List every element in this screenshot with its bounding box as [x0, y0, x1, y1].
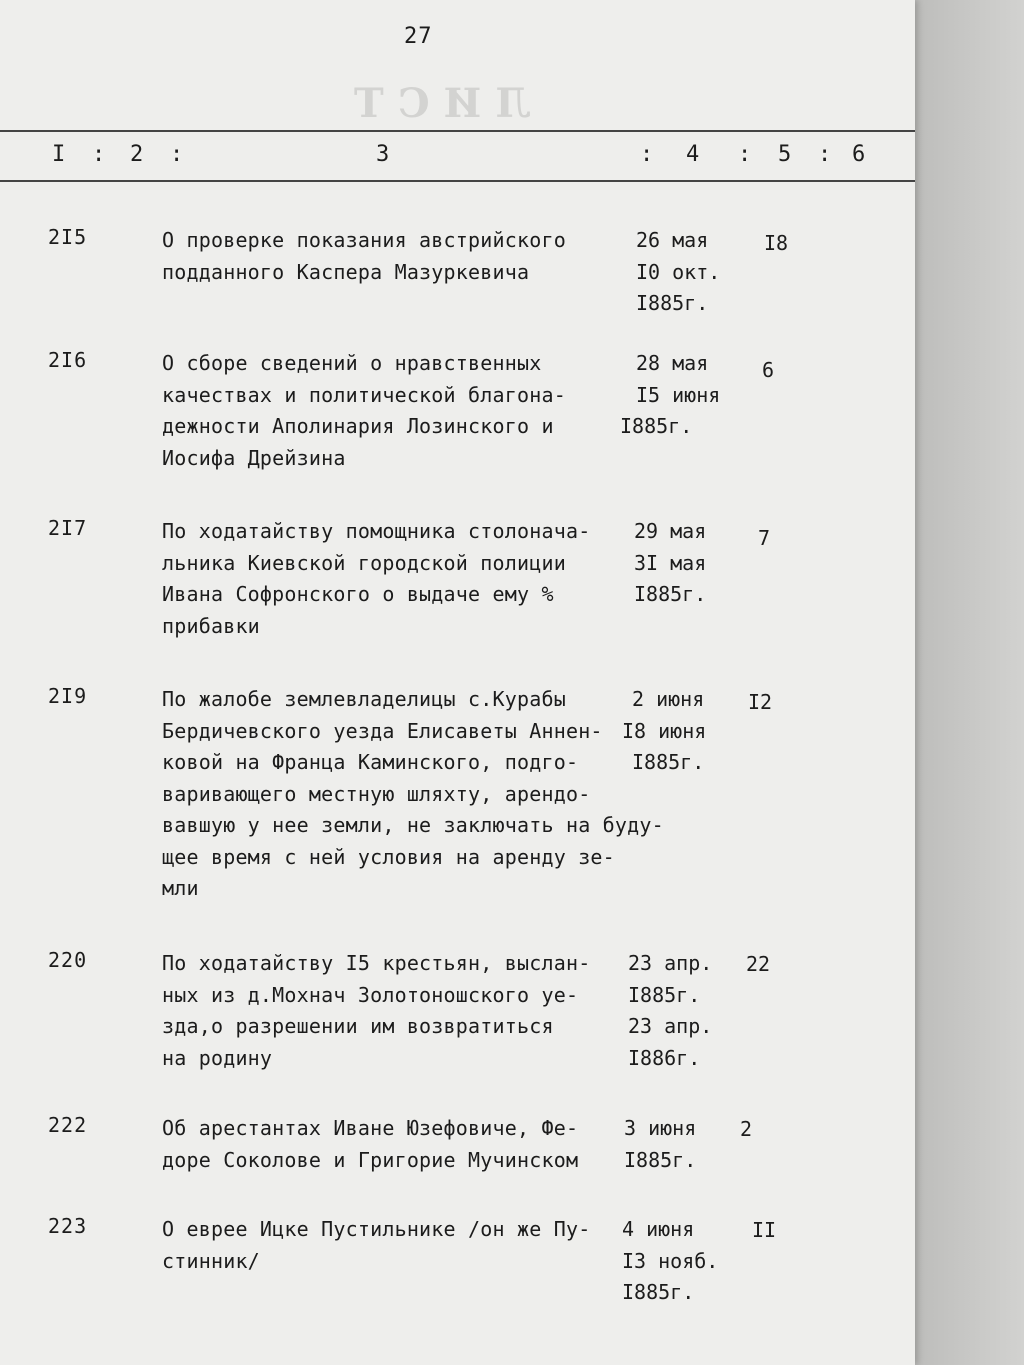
- title-line: По ходатайству I5 крестьян, выслан-: [162, 951, 591, 975]
- column-2-marker: 2: [130, 142, 145, 167]
- date-line: 28 мая: [636, 351, 709, 375]
- date-line: I885г.: [624, 1147, 697, 1172]
- title-line: подданного Каспера Мазуркевича: [162, 259, 530, 284]
- column-separator: :: [640, 142, 655, 167]
- entry-title: [162, 1113, 632, 1176]
- entry-sheet-count: 7: [758, 526, 771, 550]
- entry-title: [162, 225, 632, 288]
- column-separator: :: [818, 142, 833, 167]
- column-6-marker: 6: [852, 142, 867, 167]
- entry-number: 2I6: [48, 348, 88, 372]
- date-line: I885г.: [622, 1280, 695, 1304]
- date-line: I3 нояб.: [622, 1248, 719, 1273]
- date-line: I0 окт.: [636, 259, 721, 284]
- column-separator: :: [170, 142, 185, 167]
- entry-sheet-count: I2: [748, 690, 773, 714]
- date-line: 3 июня: [624, 1116, 697, 1140]
- date-line: I885г.: [636, 291, 709, 315]
- entry-sheet-count: 22: [746, 952, 771, 976]
- title-line: зда,о разрешении им возвратиться: [162, 1014, 554, 1038]
- title-line: Об арестантах Иване Юзефовиче, Фе-: [162, 1116, 579, 1140]
- entry-title: [162, 1214, 632, 1277]
- entry-sheet-count: 2: [740, 1117, 753, 1141]
- date-line: I885г.: [634, 582, 707, 606]
- entry-dates: [622, 684, 732, 779]
- title-line: ковой на Франца Каминского, подго-: [162, 750, 579, 774]
- entry-number: 223: [48, 1214, 88, 1238]
- entry-title: [162, 516, 632, 642]
- date-line: 23 апр.: [628, 951, 713, 975]
- title-line: По жалобе землевладелицы с.Курабы: [162, 687, 566, 711]
- column-5-marker: 5: [778, 142, 793, 167]
- date-line: I885г.: [620, 414, 693, 438]
- title-line: на родину: [162, 1045, 273, 1070]
- column-4-marker: 4: [686, 142, 701, 167]
- title-line: Иосифа Дрейзина: [162, 445, 346, 470]
- title-line: дежности Аполинария Лозинского и: [162, 414, 554, 438]
- title-line: О сборе сведений о нравственных: [162, 351, 542, 375]
- date-line: 2 июня: [632, 687, 705, 711]
- title-line: стинник/: [162, 1248, 260, 1273]
- entry-dates: [636, 225, 746, 320]
- date-line: 29 мая: [634, 519, 707, 543]
- title-line: Ивана Софронского о выдаче ему %: [162, 582, 554, 606]
- page-number: 27: [404, 24, 433, 49]
- date-line: I8 июня: [622, 718, 707, 743]
- entry-dates: [620, 348, 730, 443]
- date-line: 3I мая: [634, 550, 707, 575]
- entry-sheet-count: II: [752, 1218, 777, 1242]
- title-line: щее время с ней условия на аренду зе-: [162, 844, 615, 869]
- date-line: I885г.: [632, 750, 705, 774]
- entry-number: 2I5: [48, 225, 88, 249]
- entry-number: 2I9: [48, 684, 88, 708]
- title-line: мли: [162, 876, 199, 900]
- date-line: 23 апр.: [628, 1014, 713, 1038]
- date-line: I885г.: [628, 982, 701, 1007]
- title-line: доре Соколове и Григорие Мучинском: [162, 1147, 579, 1172]
- column-3-marker: 3: [376, 142, 391, 167]
- title-line: прибавки: [162, 613, 260, 638]
- date-line: 26 мая: [636, 228, 709, 252]
- title-line: Бердичевского уезда Елисаветы Аннен-: [162, 718, 603, 743]
- column-1-marker: I: [52, 142, 67, 167]
- entry-number: 2I7: [48, 516, 88, 540]
- entry-dates: [622, 1214, 732, 1309]
- entry-title: [162, 948, 632, 1074]
- entry-sheet-count: 6: [762, 358, 775, 382]
- date-line: 4 июня: [622, 1217, 695, 1241]
- title-line: ных из д.Мохнач Золотоношского уе-: [162, 982, 579, 1007]
- title-line: О проверке показания австрийского: [162, 228, 566, 252]
- entry-dates: [628, 948, 738, 1074]
- underlying-page-edge: [915, 0, 1024, 1365]
- column-separator: :: [92, 142, 107, 167]
- bleed-through-heading: ЛИСТ: [340, 80, 531, 127]
- entry-number: 222: [48, 1113, 88, 1137]
- title-line: варивающего местную шляхту, арендо-: [162, 781, 591, 806]
- column-separator: :: [738, 142, 753, 167]
- title-line: льника Киевской городской полиции: [162, 550, 566, 575]
- title-line: О еврее Ицке Пустильнике /он же Пу-: [162, 1217, 591, 1241]
- entry-number: 220: [48, 948, 88, 972]
- entry-title: [162, 348, 632, 474]
- date-line: I886г.: [628, 1045, 701, 1070]
- entry-dates: [634, 516, 744, 611]
- date-line: I5 июня: [636, 382, 721, 407]
- title-line: вавшую у нее земли, не заключать на буду-: [162, 813, 664, 837]
- entry-dates: [624, 1113, 734, 1176]
- title-line: По ходатайству помощника столонача-: [162, 519, 591, 543]
- column-header-row: [0, 130, 915, 182]
- title-line: качествах и политической благона-: [162, 382, 566, 407]
- entry-sheet-count: I8: [764, 231, 789, 255]
